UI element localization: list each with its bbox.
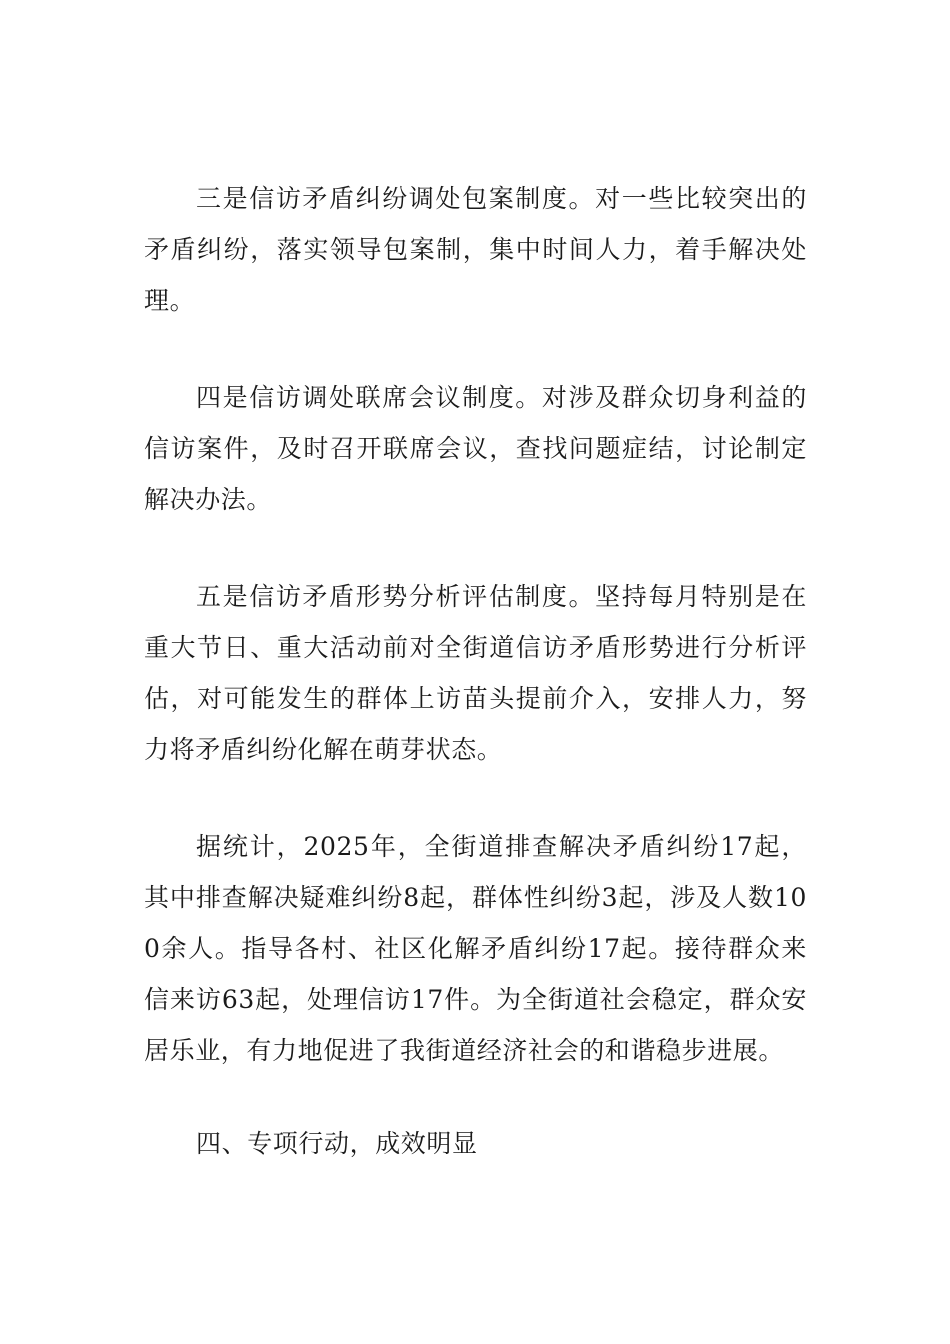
paragraph-case-responsibility-system: 三是信访矛盾纠纷调处包案制度。对一些比较突出的矛盾纠纷，落实领导包案制，集中时间人力，着手解决处理。 xyxy=(144,184,807,315)
paragraph-situation-analysis-system: 五是信访矛盾形势分析评估制度。坚持每月特别是在重大节日、重大活动前对全街道信访矛盾形势进行分析评估，对可能发生的群体上访苗头提前介入，安排人力，努力将矛盾纠纷化解在萌芽状态。 xyxy=(144,582,807,764)
paragraph-joint-meeting-system: 四是信访调处联席会议制度。对涉及群众切身利益的信访案件，及时召开联席会议，查找问题症结，讨论制定解决办法。 xyxy=(144,383,807,514)
paragraph-statistics: 据统计，2025年，全街道排查解决矛盾纠纷17起，其中排查解决疑难纠纷8起，群体性纠纷3起，涉及人数100余人。指导各村、社区化解矛盾纠纷17起。接待群众来信来访63起，处理信访17件。为全街道社会稳定，群众安居乐业，有力地促进了我街道经济社会的和谐稳步进展。 xyxy=(144,832,807,1065)
section-heading: 四、专项行动，成效明显 xyxy=(196,1129,478,1158)
